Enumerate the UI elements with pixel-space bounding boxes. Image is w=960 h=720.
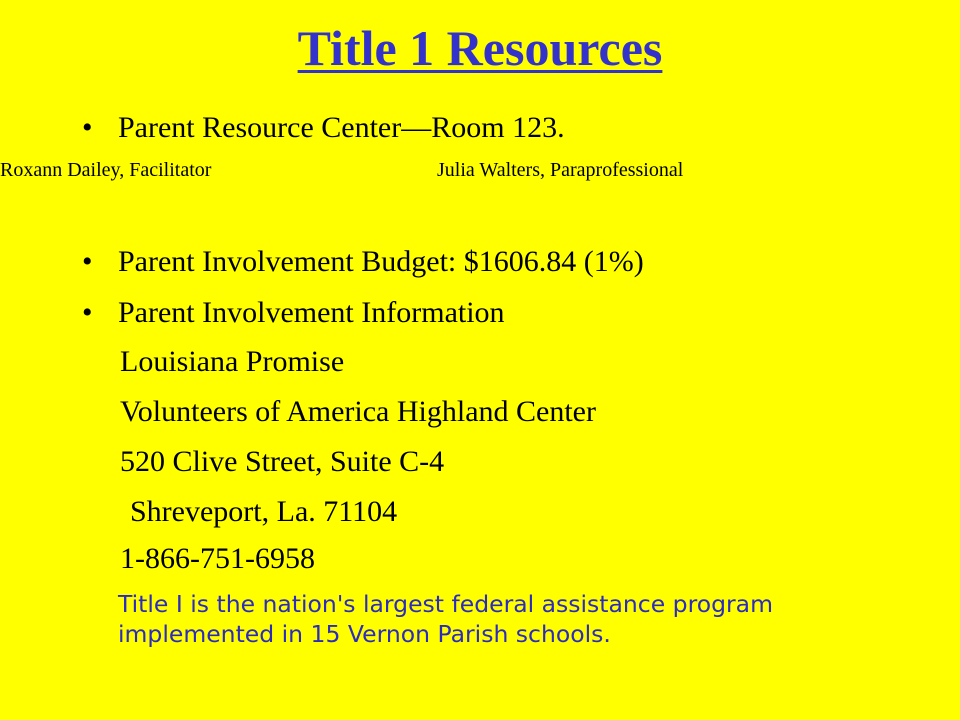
bullet-text: Parent Resource Center—Room 123. — [118, 111, 565, 144]
paraprofessional-name: Julia Walters, Paraprofessional — [437, 159, 684, 181]
page-title: Title 1 Resources — [297, 20, 663, 76]
facilitator-name: Roxann Dailey, Facilitator — [0, 159, 212, 181]
bullet-icon: • — [82, 111, 93, 144]
bullet-icon: • — [82, 296, 93, 329]
bullet-parent-involvement-info — [82, 295, 505, 331]
bullet-text: Parent Involvement Information — [118, 296, 505, 329]
bullet-text: Parent Involvement Budget: $1606.84 (1%) — [118, 245, 644, 278]
title-one-note: Title I is the nation's largest federal assistance program implemented in 15 Vernon Parish schools. — [118, 590, 773, 648]
info-organization: Louisiana Promise — [120, 345, 345, 378]
info-center-name: Volunteers of America Highland Center — [120, 395, 596, 428]
bullet-budget — [82, 244, 644, 280]
info-phone: 1-866-751-6958 — [120, 542, 315, 575]
info-street-address: 520 Clive Street, Suite C-4 — [120, 445, 445, 478]
bullet-icon: • — [82, 245, 93, 278]
info-city-state-zip: Shreveport, La. 71104 — [130, 495, 398, 528]
bullet-parent-resource-center — [82, 110, 565, 146]
